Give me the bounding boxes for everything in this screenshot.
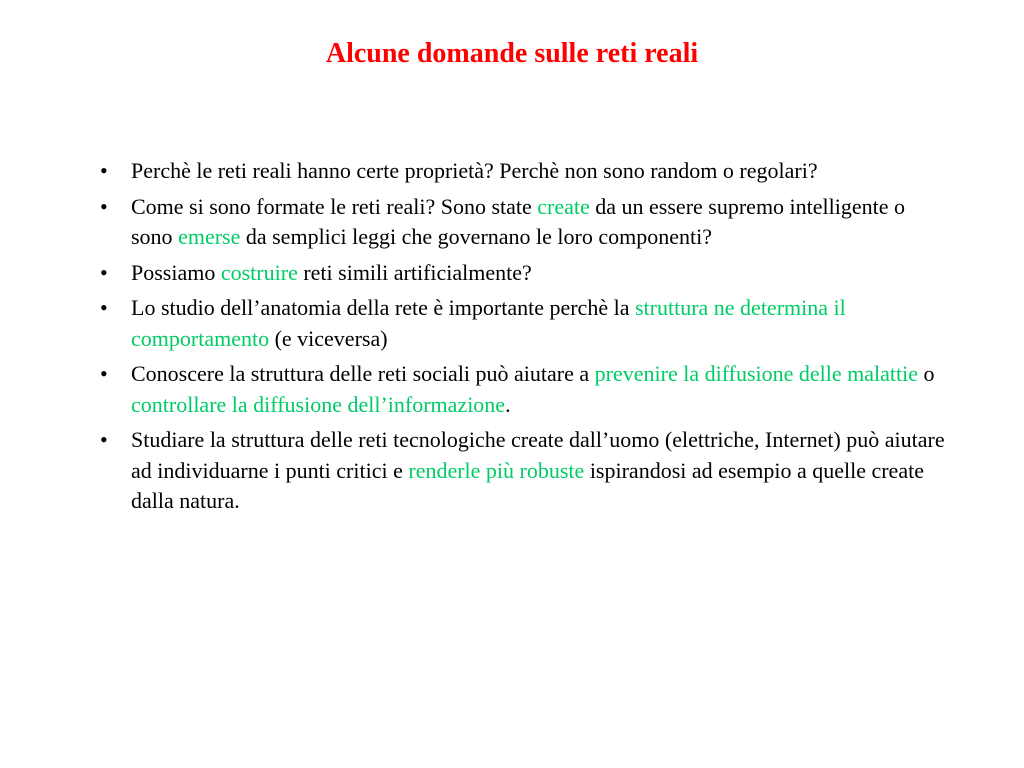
bullet-item [100, 359, 950, 420]
bullet-text: o [918, 361, 935, 386]
bullet-item [100, 192, 950, 253]
bullet-dot-icon: • [100, 427, 108, 452]
bullet-text: Studiare la struttura delle reti tecnologiche create dall’uomo (elettriche, Internet) può aiutare ad individuarne i punti critici e [131, 427, 945, 483]
bullet-text: Lo studio dell’anatomia della rete è importante perchè la [131, 295, 635, 320]
highlighted-text: prevenire la diffusione delle malattie [594, 361, 919, 386]
bullet-text: . [505, 391, 511, 417]
highlighted-text: controllare la diffusione dell’informazione [131, 391, 506, 417]
slide-title: Alcune domande sulle reti reali [325, 38, 699, 69]
bullet-text: Conoscere la struttura delle reti sociali può aiutare a [131, 361, 595, 386]
bullet-list [100, 156, 950, 522]
bullet-text: Come si sono formate le reti reali? Sono state [131, 193, 538, 219]
highlighted-text: emerse [178, 224, 241, 249]
bullet-item [100, 425, 950, 517]
bullet-dot-icon: • [100, 193, 108, 219]
highlighted-text: renderle più robuste [408, 457, 585, 483]
bullet-dot-icon: • [100, 259, 108, 285]
bullet-item [100, 156, 950, 187]
bullet-dot-icon: • [100, 295, 108, 320]
bullet-item [100, 293, 950, 354]
highlighted-text: struttura ne determina il comportamento [131, 295, 846, 351]
bullet-text: (e viceversa) [269, 325, 388, 351]
bullet-dot-icon: • [100, 361, 108, 386]
bullet-text: da semplici leggi che governano le loro componenti? [240, 224, 712, 249]
bullet-dot-icon: • [100, 158, 108, 183]
bullet-text: da un essere supremo intelligente o sono [131, 193, 906, 249]
bullet-text: reti simili artificialmente? [297, 259, 532, 285]
bullet-text: ispirandosi ad esempio a quelle create dalla natura. [131, 457, 924, 513]
bullet-item [100, 258, 950, 289]
bullet-text: Perchè le reti reali hanno certe proprietà? Perchè non sono random o regolari? [131, 158, 818, 183]
highlighted-text: costruire [220, 259, 298, 285]
highlighted-text: create [537, 193, 590, 219]
bullet-text: Possiamo [131, 259, 221, 285]
